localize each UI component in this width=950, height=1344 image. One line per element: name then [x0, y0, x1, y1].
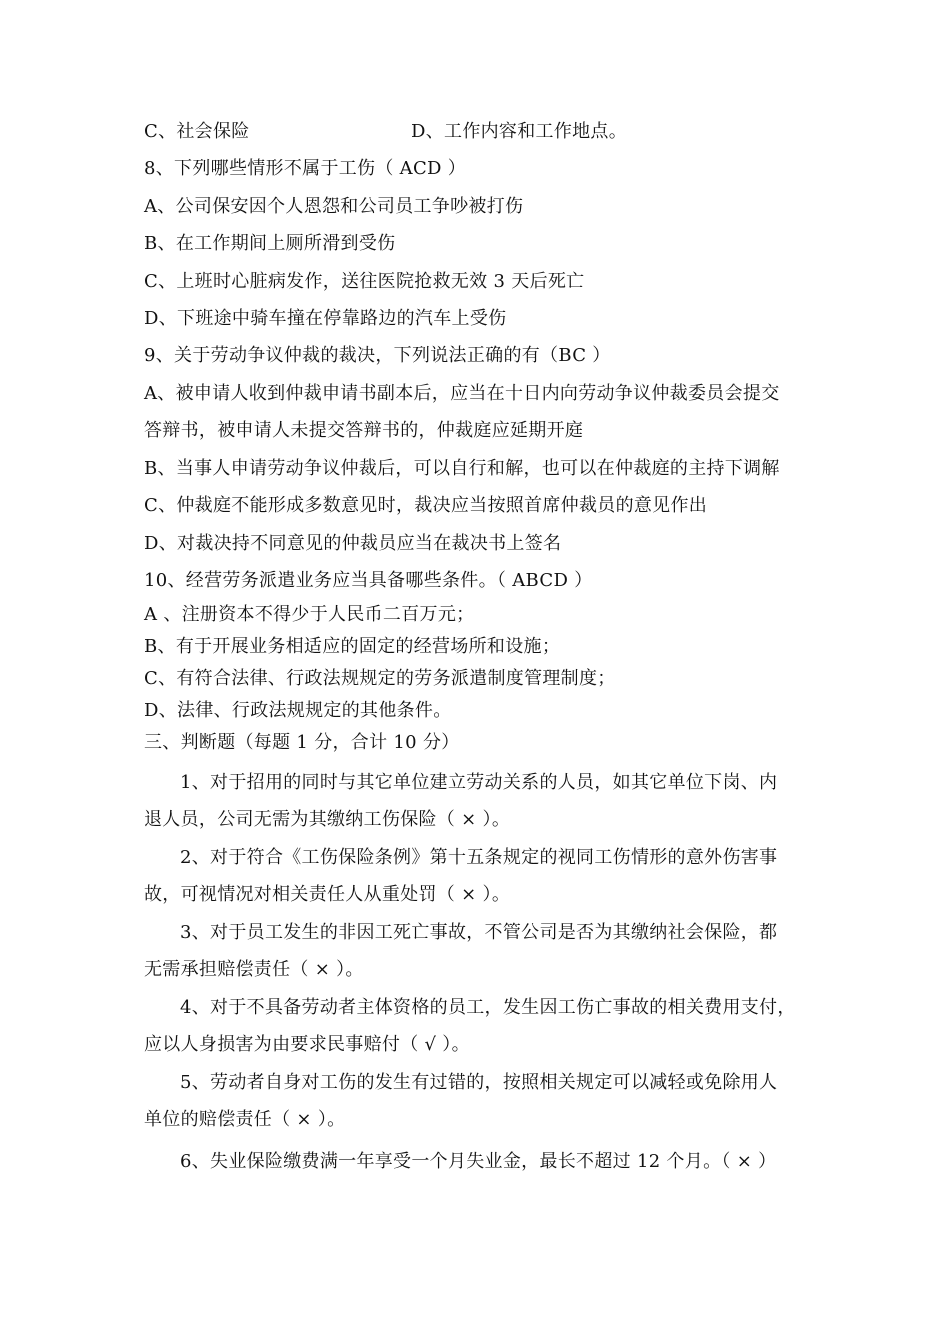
q8-option-c: C、上班时心脏病发作，送往医院抢救无效 3 天后死亡: [144, 271, 585, 292]
q8-option-b: B、在工作期间上厕所滑到受伤: [144, 233, 396, 254]
q9-stem: 9、关于劳动争议仲裁的裁决，下列说法正确的有（BC ）: [144, 345, 611, 366]
tf-item-6: 6、失业保险缴费满一年享受一个月失业金，最长不超过 12 个月。（ × ）: [180, 1151, 777, 1172]
tf-item-5-line2: 单位的赔偿责任（ × ）。: [144, 1109, 346, 1130]
q9-option-b: B、当事人申请劳动争议仲裁后，可以自行和解，也可以在仲裁庭的主持下调解: [144, 458, 780, 479]
tf-item-4-line1: 4、对于不具备劳动者主体资格的员工，发生因工伤亡事故的相关费用支付，: [180, 997, 796, 1018]
q10-option-c: C、有符合法律、行政法规规定的劳务派遣制度管理制度；: [144, 668, 616, 689]
q10-option-d: D、法律、行政法规规定的其他条件。: [144, 700, 452, 721]
q10-stem: 10、经营劳务派遣业务应当具备哪些条件。（ ABCD ）: [144, 570, 593, 591]
tf-item-3-line2: 无需承担赔偿责任（ × ）。: [144, 959, 364, 980]
tf-item-1-line2: 退人员，公司无需为其缴纳工伤保险（ × ）。: [144, 809, 511, 830]
tf-item-2-line1: 2、对于符合《工伤保险条例》第十五条规定的视同工伤情形的意外伤害事: [180, 847, 778, 868]
tf-item-1-line1: 1、对于招用的同时与其它单位建立劳动关系的人员，如其它单位下岗、内: [180, 772, 778, 793]
section3-heading: 三、判断题（每题 1 分，合计 10 分）: [144, 732, 460, 753]
tf-item-2-line2: 故，可视情况对相关责任人从重处罚（ × ）。: [144, 884, 511, 905]
tf-item-5-line1: 5、劳动者自身对工伤的发生有过错的，按照相关规定可以减轻或免除用人: [180, 1072, 778, 1093]
q10-option-a: A 、注册资本不得少于人民币二百万元；: [144, 604, 475, 625]
q9-option-c: C、仲裁庭不能形成多数意见时，裁决应当按照首席仲裁员的意见作出: [144, 495, 708, 516]
tf-item-3-line1: 3、对于员工发生的非因工死亡事故，不管公司是否为其缴纳社会保险，都: [180, 922, 778, 943]
tf-item-4-line2: 应以人身损害为由要求民事赔付（ √ ）。: [144, 1034, 470, 1055]
q9-option-a-line2: 答辩书，被申请人未提交答辩书的，仲裁庭应延期开庭: [144, 420, 584, 441]
q8-option-d: D、下班途中骑车撞在停靠路边的汽车上受伤: [144, 308, 507, 329]
q9-option-a-line1: A、被申请人收到仲裁申请书副本后，应当在十日内向劳动争议仲裁委员会提交: [144, 383, 780, 404]
q7-option-d: D、工作内容和工作地点。: [411, 121, 628, 142]
q8-stem: 8、下列哪些情形不属于工伤（ ACD ）: [144, 158, 467, 179]
q7-options-row: [144, 120, 950, 144]
q7-option-c: C、社会保险: [144, 121, 250, 142]
q9-option-d: D、对裁决持不同意见的仲裁员应当在裁决书上签名: [144, 533, 562, 554]
q8-option-a: A、公司保安因个人恩怨和公司员工争吵被打伤: [144, 196, 524, 217]
q10-option-b: B、有于开展业务相适应的固定的经营场所和设施；: [144, 636, 561, 657]
